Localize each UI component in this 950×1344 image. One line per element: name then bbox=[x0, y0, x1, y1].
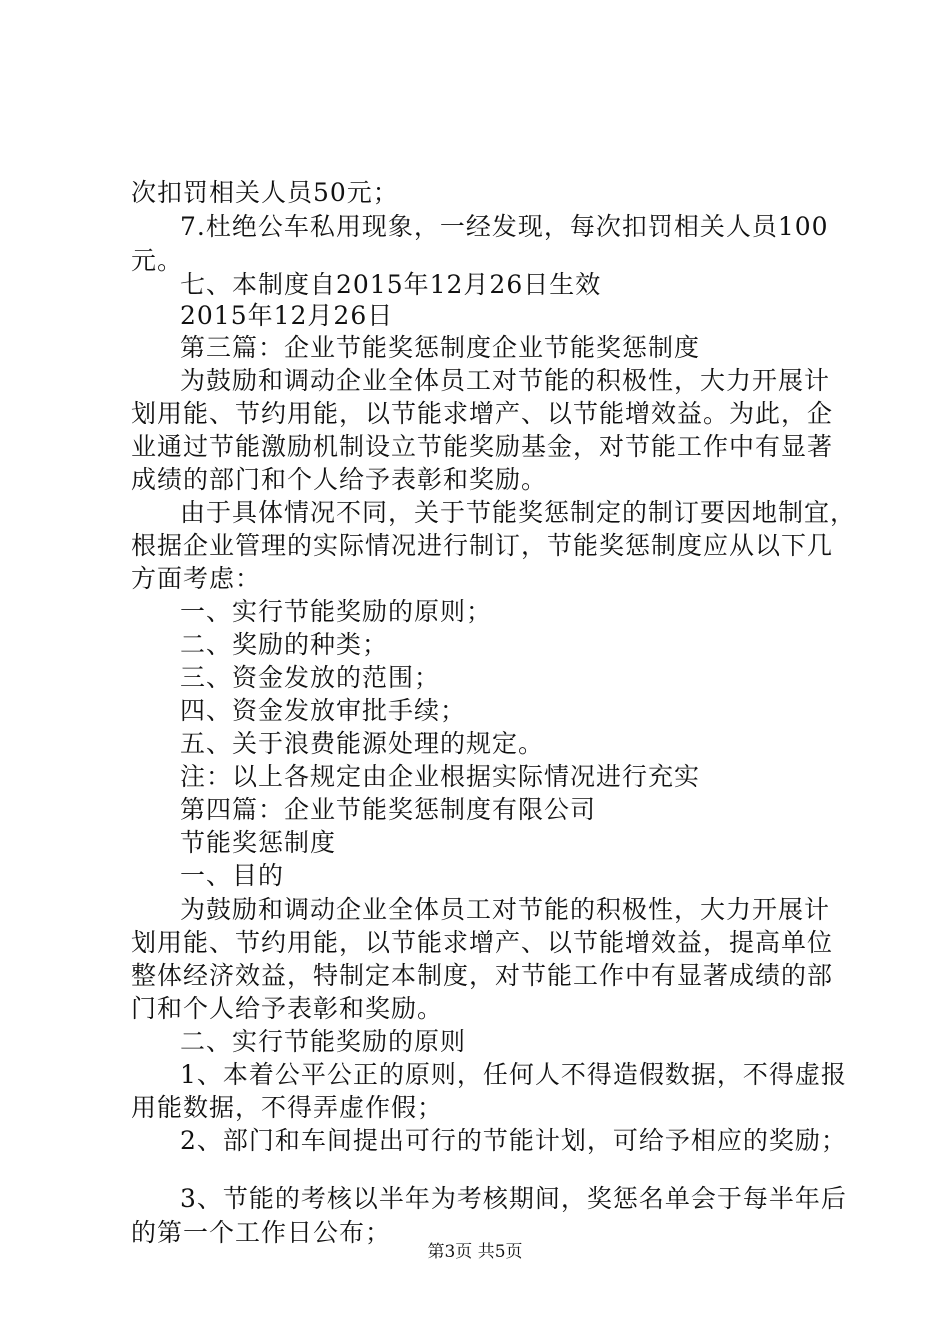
section-heading: 七、本制度自2015年12月26日生效 bbox=[180, 270, 602, 299]
text-line: 元。 bbox=[131, 246, 184, 275]
text-line: 3、节能的考核以半年为考核期间，奖惩名单会于每半年后 bbox=[180, 1184, 847, 1213]
text-line: 为鼓励和调动企业全体员工对节能的积极性，大力开展计 bbox=[180, 366, 831, 395]
text-line: 业通过节能激励机制设立节能奖励基金，对节能工作中有显著 bbox=[131, 432, 834, 461]
list-item: 一、实行节能奖励的原则； bbox=[180, 597, 493, 626]
text-line: 划用能、节约用能，以节能求增产、以节能增效益。为此，企 bbox=[131, 399, 834, 428]
text-line: 7.杜绝公车私用现象，一经发现，每次扣罚相关人员100 bbox=[180, 212, 829, 241]
page-number-footer: 第3页 共5页 bbox=[427, 1242, 523, 1262]
text-line: 次扣罚相关人员50元； bbox=[131, 178, 399, 207]
list-item: 二、奖励的种类； bbox=[180, 630, 389, 659]
chapter-title: 第四篇：企业节能奖惩制度有限公司 bbox=[180, 795, 597, 824]
section-heading: 二、实行节能奖励的原则 bbox=[180, 1027, 467, 1056]
text-line: 1、本着公平公正的原则，任何人不得造假数据，不得虚报 bbox=[180, 1060, 847, 1089]
text-line: 整体经济效益，特制定本制度，对节能工作中有显著成绩的部 bbox=[131, 961, 834, 990]
note-line: 注：以上各规定由企业根据实际情况进行充实 bbox=[180, 762, 701, 791]
list-item: 三、资金发放的范围； bbox=[180, 663, 441, 692]
text-line: 的第一个工作日公布； bbox=[131, 1218, 392, 1247]
text-line: 用能数据，不得弄虚作假； bbox=[131, 1093, 444, 1122]
list-item: 四、资金发放审批手续； bbox=[180, 696, 467, 725]
text-line: 根据企业管理的实际情况进行制订，节能奖惩制度应从以下几 bbox=[131, 531, 834, 560]
section-heading: 一、目的 bbox=[180, 861, 285, 890]
section-heading: 节能奖惩制度 bbox=[180, 828, 337, 857]
text-line: 由于具体情况不同，关于节能奖惩制定的制订要因地制宜， bbox=[180, 498, 857, 527]
text-line: 门和个人给予表彰和奖励。 bbox=[131, 994, 444, 1023]
text-line: 为鼓励和调动企业全体员工对节能的积极性，大力开展计 bbox=[180, 895, 831, 924]
text-line: 方面考虑： bbox=[131, 564, 262, 593]
date-line: 2015年12月26日 bbox=[180, 301, 394, 330]
chapter-title: 第三篇：企业节能奖惩制度企业节能奖惩制度 bbox=[180, 333, 701, 362]
text-line: 2、部门和车间提出可行的节能计划，可给予相应的奖励； bbox=[180, 1126, 847, 1155]
text-line: 成绩的部门和个人给予表彰和奖励。 bbox=[131, 465, 548, 494]
list-item: 五、关于浪费能源处理的规定。 bbox=[180, 729, 545, 758]
text-line: 划用能、节约用能，以节能求增产、以节能增效益，提高单位 bbox=[131, 928, 834, 957]
